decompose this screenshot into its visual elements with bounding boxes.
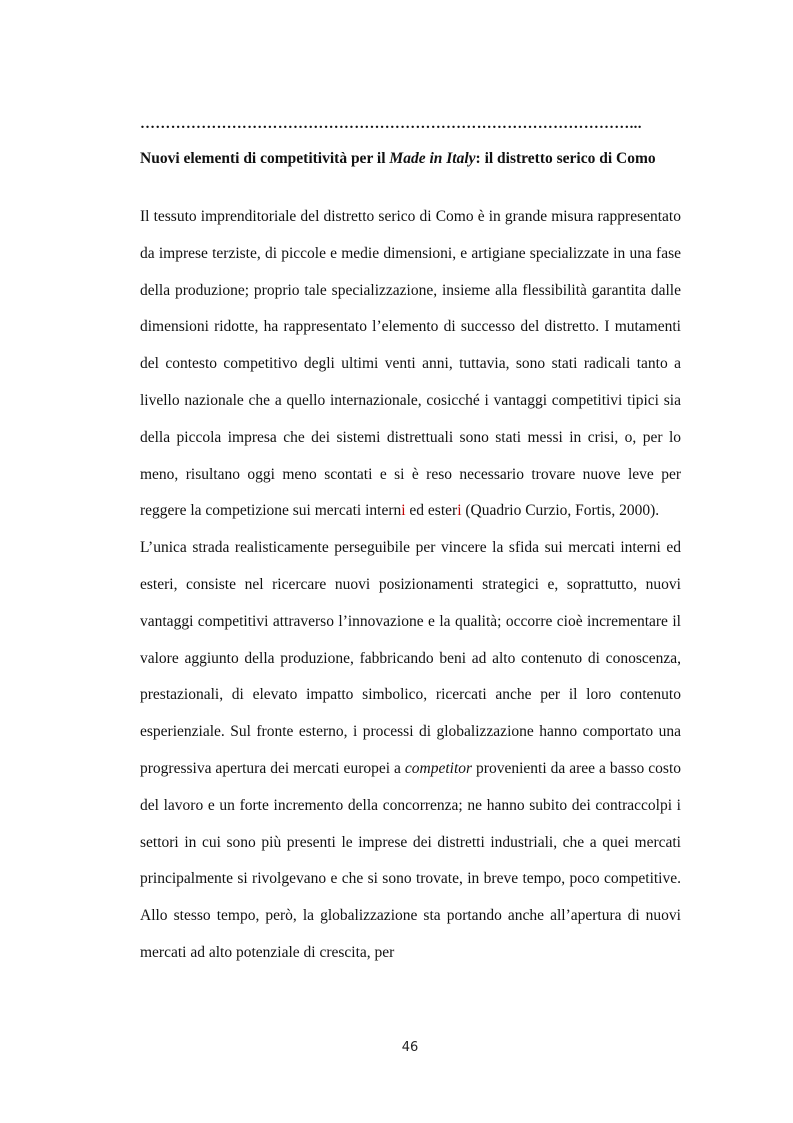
paragraph-2-text: L’unica strada realisticamente perseguibile per vincere la sfida sui mercati interni ed esteri, consiste nel ricercare nuovi posizionamenti strategici e, soprattutto, nuovi vantaggi competitivi attraverso l’innovazione e la qualità; occorre cioè incrementare il valore aggiunto della produzione, fabbricando beni ad alto contenuto di conoscenza, prestazionali, di elevato impatto simbolico, ricercati anche per il loro contenuto esperienziale. Sul fronte esterno, i processi di globalizzazione hanno comportato una progressiva apertura dei mercati europei a — [140, 539, 681, 777]
separator-dots: ……………………………………………………………………………………... — [140, 116, 642, 132]
paragraph-1-red-char: i — [401, 502, 406, 520]
paragraph-1-text-2: ed ester — [409, 502, 458, 520]
title-prefix: Nuovi elementi di competitività per il — [140, 150, 390, 167]
title-suffix: : il distretto serico di Como — [475, 150, 656, 167]
paragraph-1 — [140, 199, 681, 530]
title-italic: Made in Italy — [389, 150, 476, 167]
paragraph-1-text: Il tessuto imprenditoriale del distretto serico di Como è in grande misura rappresentato da imprese terziste, di piccole e medie dimensioni, e artigiane specializzate in una fase della produzione; proprio tale specializzazione, insieme alla flessibilità garantita dalle dimensioni ridotte, ha rappresentato l’elemento di successo del distretto. I mutamenti del contesto competitivo degli ultimi venti anni, tuttavia, sono stati radicali tanto a livello nazionale che a quello internazionale, cosicché i vantaggi competitivi tipici sia della piccola impresa che dei sistemi distrettuali sono stati messi in crisi, o, per lo meno, risultano oggi meno scontati e si è reso necessario trovare nuove leve per reggere la competizione sui mercati intern — [140, 208, 681, 520]
section-title — [140, 150, 685, 168]
paragraph-1-citation: (Quadrio Curzio, Fortis, 2000). — [461, 502, 660, 520]
body-text — [140, 199, 681, 972]
paragraph-1-red-char-2: i — [457, 502, 462, 520]
page-number: 46 — [401, 1040, 419, 1055]
paragraph-2-text-2: provenienti da aree a basso costo del lavoro e un forte incremento della concorrenza; ne hanno subito dei contraccolpi i settori in cui sono più presenti le imprese dei distretti industriali, che a quei mercati principalmente si rivolgevano e che si sono trovate, in breve tempo, poco competitive. Allo stesso tempo, però, la globalizzazione sta portando anche all’apertura di nuovi mercati ad alto potenziale di crescita, per — [140, 759, 682, 961]
paragraph-2-italic: competitor — [404, 759, 473, 777]
paragraph-2 — [140, 530, 681, 972]
